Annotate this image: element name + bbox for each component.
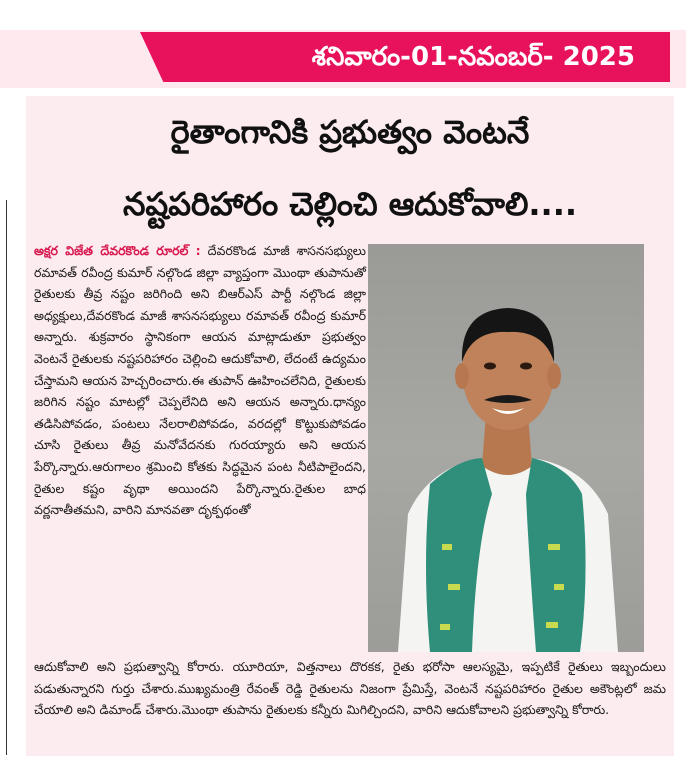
article-body-text: దేవరకొండ మాజీ శాసనసభ్యులు రమావత్ రవీంద్ర కుమార్ నల్గొండ జిల్లా వ్యాప్తంగా మొంథా తుపానుతో రైతులకు తీవ్ర నష్టం జరిగింది అని బిఆర్ఎస్ పార్టీ నల్గొండ జిల్లా అధ్యక్షులు,దేవరకొండ మాజీ శాసనసభ్యులు రమావత్ రవీంద్ర కుమార్ అన్నారు. శుక్రవారం స్థానికంగా ఆయన మాట్లాడుతూ ప్రభుత్వం వెంటనే రైతులకు నష్టపరిహారం చెల్లించి ఆదుకోవాలి, లేదంటే ఉద్యమం చేస్తామని ఆయన హెచ్చరించారు.ఈ తుపాన్ ఊహించలేనిది, రైతులకు జరిగిన నష్టం మాటల్లో చెప్పలేనిది అని ఆయన అన్నారు.ధాన్యం తడిసిపోవడం, పంటలు నేలరాలిపోవడం, వరదల్లో కొట్టుకుపోవడం చూసి రైతులు తీవ్ర మనోవేదనకు గురయ్యారు అని ఆయన పేర్కొన్నారు.ఆరుగాలం శ్రమించి కోతకు సిద్ధమైన పంట నీటిపాలైందని, రైతుల కష్టం వృథా అయిందని పేర్కొన్నారు.రైతుల బాధ వర్ణనాతీతమని, వారిని మానవతా దృక్పథంతో: [34, 243, 366, 518]
headline-line-1: రైతాంగానికి ప్రభుత్వం వెంటనే: [170, 113, 530, 151]
byline: అక్షర విజేత దేవరకొండ రూరల్ :: [34, 243, 201, 258]
column-rule: [6, 200, 7, 755]
article-body-column: [34, 240, 366, 521]
portrait-illustration: [368, 244, 644, 652]
headline-line-2: నష్టపరిహారం చెల్లించి ఆదుకోవాలి....: [122, 185, 578, 223]
politician-photo: [368, 244, 644, 652]
article-body-full-width: ఆదుకోవాలి అని ప్రభుత్వాన్ని కోరారు. యూరియా, విత్తనాలు దొరకక, రైతు భరోసా ఆలస్యమై, ఇప్పటికే రైతులు ఇబ్బందులు పడుతున్నారని గుర్తు చేశారు.ముఖ్యమంత్రి రేవంత్ రెడ్డి రైతులను నిజంగా ప్రేమిస్తే, వెంటనే నష్టపరిహారం రైతుల అకౌంట్లలో జమ చేయాలి అని డిమాండ్ చేశారు.మొంథా తుపాను రైతులకు కన్నీరు మిగిల్చిందని, వారిని ఆదుకోవాలని ప్రభుత్వాన్ని కోరారు.: [34, 659, 666, 718]
date-text: శనివారం-01-నవంబర్- 2025: [311, 42, 635, 72]
